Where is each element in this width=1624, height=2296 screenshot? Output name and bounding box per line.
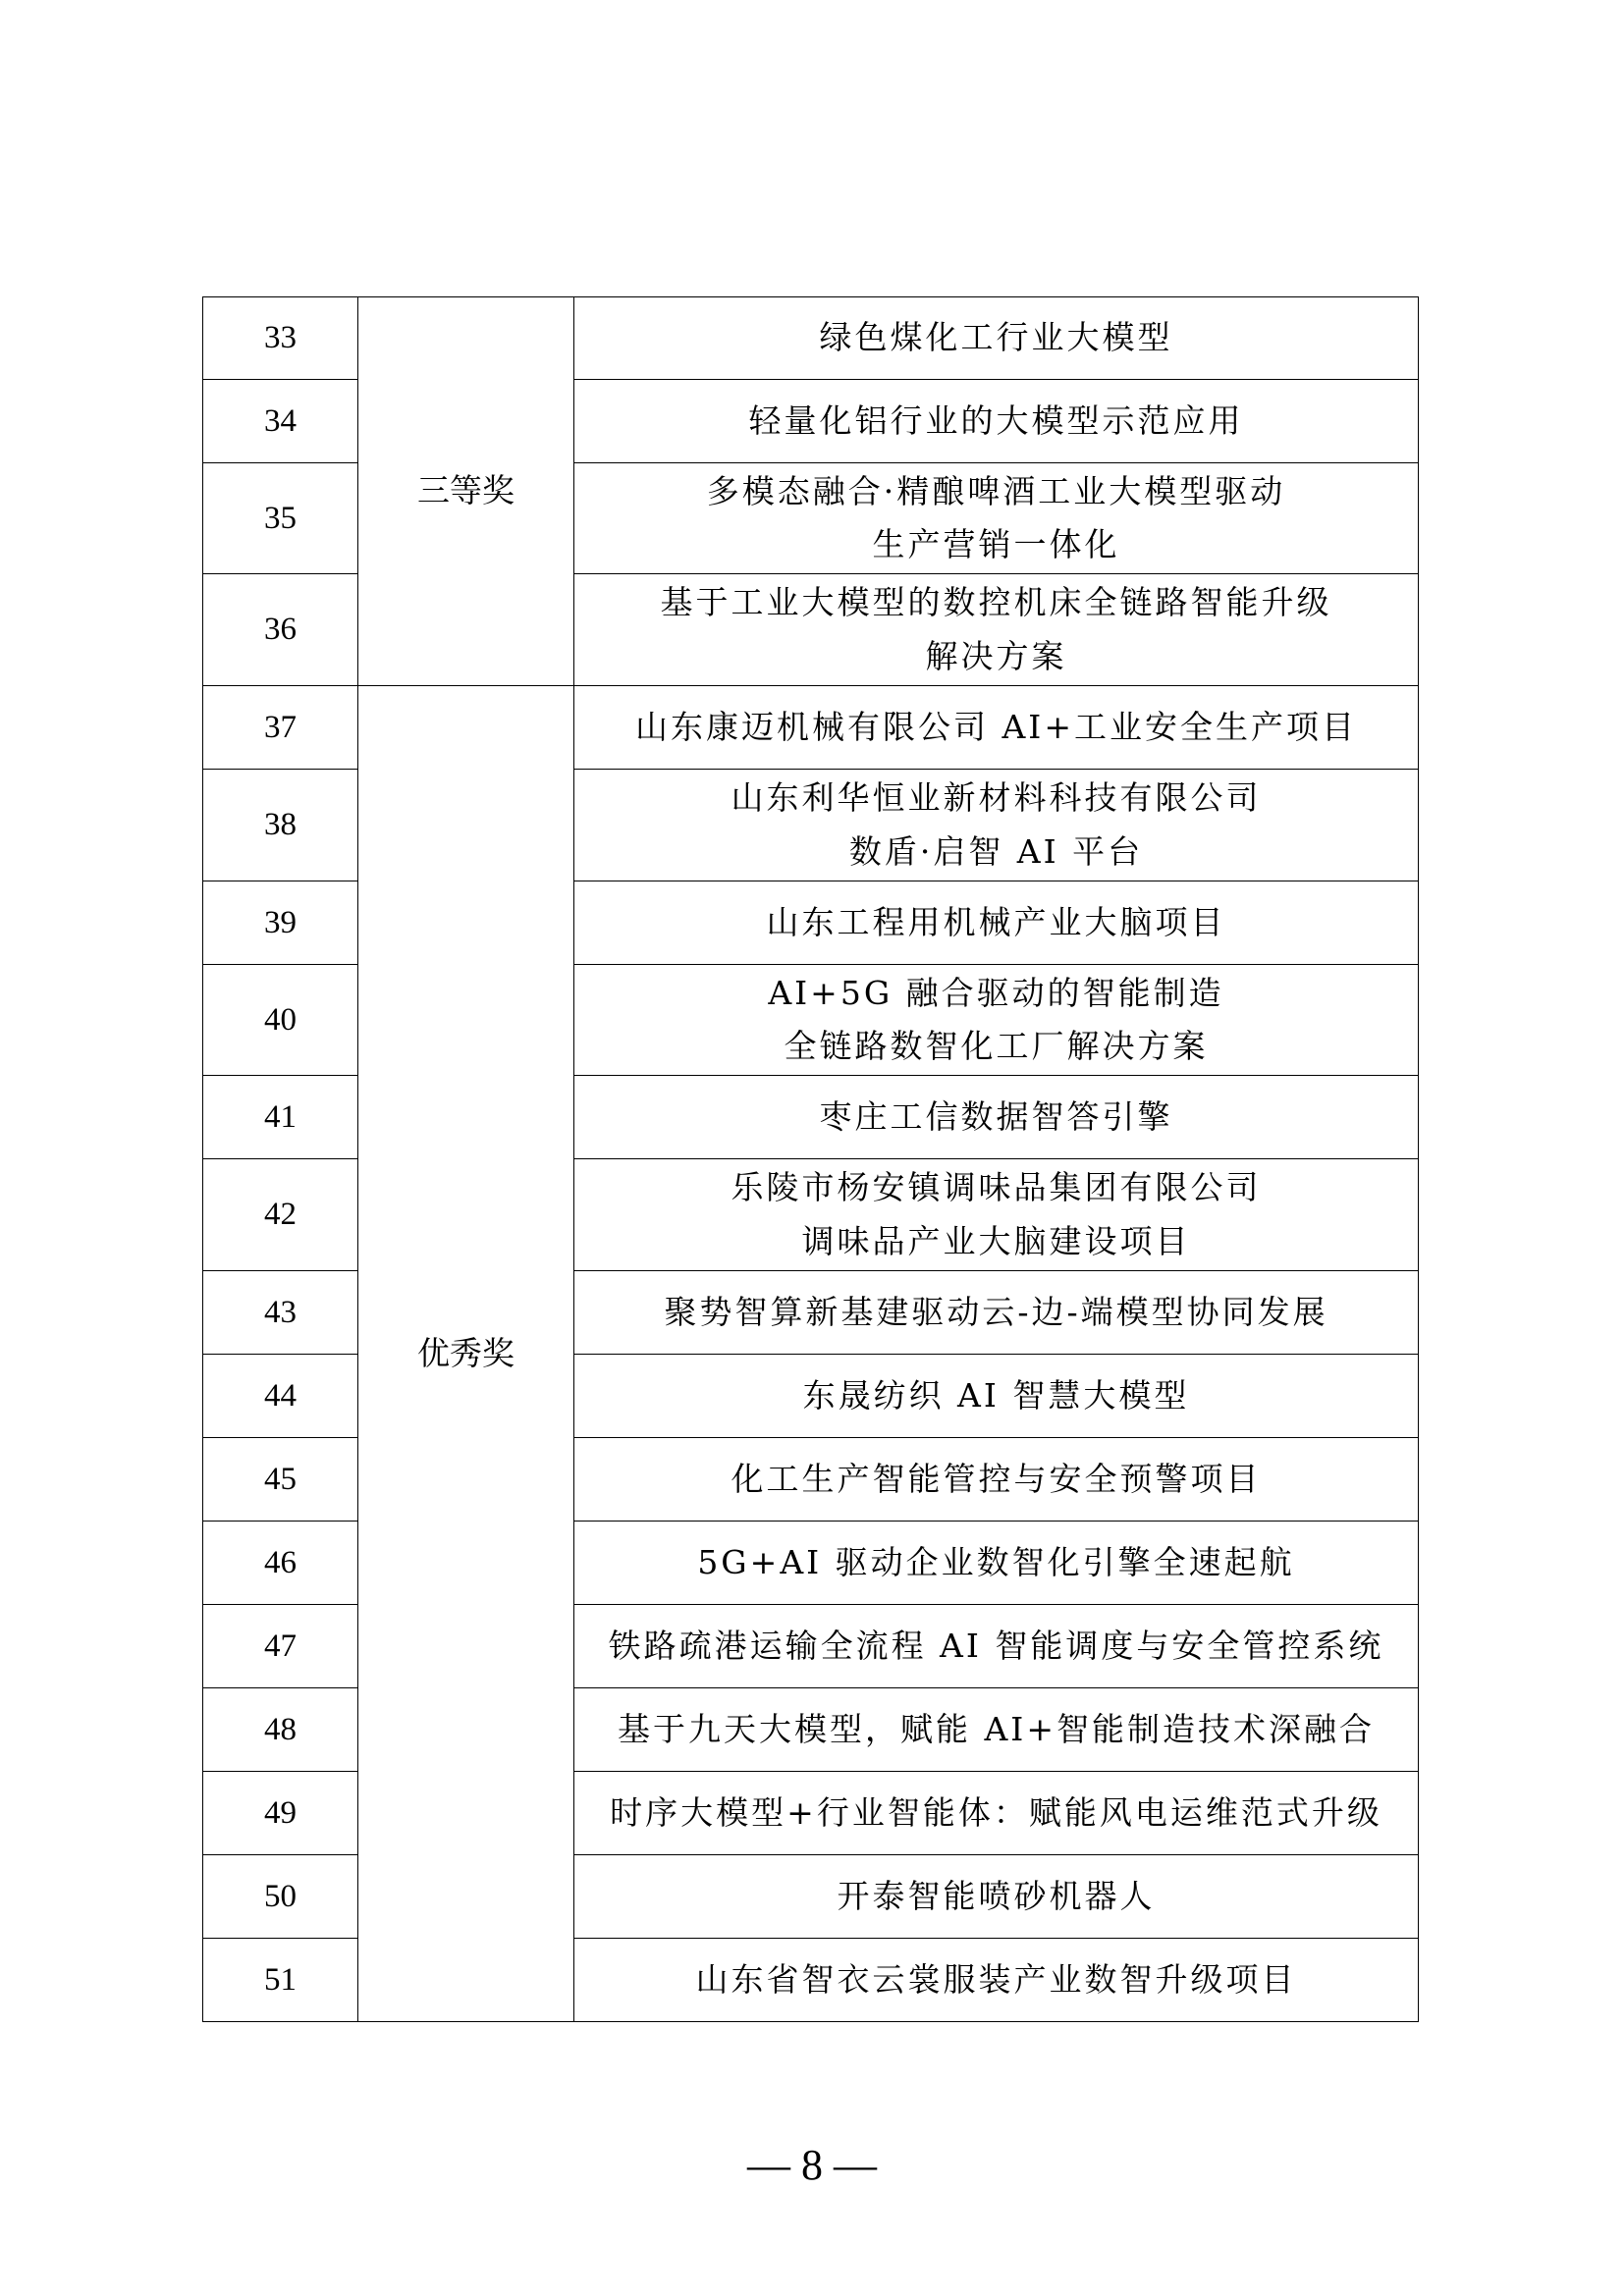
project-name [574,1605,1419,1688]
project-name-line: 调味品产业大脑建设项目 [801,1221,1191,1260]
project-name [574,1076,1419,1159]
project-name [574,1688,1419,1772]
table-row [203,686,1419,770]
project-name-line: 绿色煤化工行业大模型 [819,318,1173,357]
project-name-line: 化工生产智能管控与安全预警项目 [731,1459,1262,1498]
project-name-line: 山东工程用机械产业大脑项目 [766,902,1226,941]
project-name [574,686,1419,770]
row-number: 43 [203,1271,358,1355]
row-number: 37 [203,686,358,770]
project-name-line: 多模态融合·精酿啤酒工业大模型驱动 [706,471,1286,510]
project-name-line: 铁路疏港运输全流程 AI 智能调度与安全管控系统 [608,1626,1384,1665]
project-name-line: 山东康迈机械有限公司 AI+工业安全生产项目 [634,707,1357,746]
table-row [203,297,1419,380]
award-level: 三等奖 [358,297,574,686]
project-name [574,881,1419,965]
row-number: 42 [203,1159,358,1271]
project-name [574,1159,1419,1271]
project-name [574,1855,1419,1939]
project-name-line: 基于工业大模型的数控机床全链路智能升级 [660,583,1332,622]
project-name [574,1939,1419,2022]
award-level: 优秀奖 [358,686,574,2022]
project-name [574,574,1419,686]
project-name [574,1522,1419,1605]
project-name-line: 山东利华恒业新材料科技有限公司 [731,778,1262,818]
page-number: — 8 — [747,2141,877,2189]
row-number: 50 [203,1855,358,1939]
row-number: 51 [203,1939,358,2022]
project-name-line: 东晟纺织 AI 智慧大模型 [802,1375,1190,1415]
project-name-line: 基于九天大模型，赋能 AI+智能制造技术深融合 [617,1709,1375,1748]
awards-table [202,296,1419,2022]
project-name-line: 数盾·启智 AI 平台 [848,831,1144,871]
row-number: 36 [203,574,358,686]
project-name-line: 聚势智算新基建驱动云-边-端模型协同发展 [664,1292,1328,1331]
row-number: 48 [203,1688,358,1772]
project-name-line: 全链路数智化工厂解决方案 [784,1027,1209,1065]
row-number: 39 [203,881,358,965]
row-number: 40 [203,965,358,1076]
project-name-line: AI+5G 融合驱动的智能制造 [768,973,1224,1012]
project-name [574,1772,1419,1855]
project-name-line: 时序大模型+行业智能体：赋能风电运维范式升级 [610,1792,1382,1832]
row-number: 47 [203,1605,358,1688]
project-name [574,965,1419,1076]
row-number: 46 [203,1522,358,1605]
project-name-line: 枣庄工信数据智答引擎 [819,1096,1173,1136]
project-name-line: 5G+AI 驱动企业数智化引擎全速起航 [697,1542,1295,1581]
project-name [574,770,1419,881]
project-name-line: 解决方案 [925,636,1067,675]
project-name-line: 轻量化铝行业的大模型示范应用 [748,400,1244,440]
row-number: 34 [203,380,358,463]
project-name [574,463,1419,574]
row-number: 49 [203,1772,358,1855]
row-number: 35 [203,463,358,574]
row-number: 38 [203,770,358,881]
project-name-line: 乐陵市杨安镇调味品集团有限公司 [731,1168,1262,1207]
project-name [574,380,1419,463]
project-name-line: 山东省智衣云裳服装产业数智升级项目 [695,1959,1297,1999]
row-number: 44 [203,1355,358,1438]
row-number: 33 [203,297,358,380]
project-name-line: 开泰智能喷砂机器人 [837,1876,1156,1915]
project-name [574,1438,1419,1522]
awards-table-body [203,297,1419,2022]
project-name-line: 生产营销一体化 [872,525,1120,563]
row-number: 45 [203,1438,358,1522]
project-name [574,297,1419,380]
project-name [574,1271,1419,1355]
project-name [574,1355,1419,1438]
row-number: 41 [203,1076,358,1159]
